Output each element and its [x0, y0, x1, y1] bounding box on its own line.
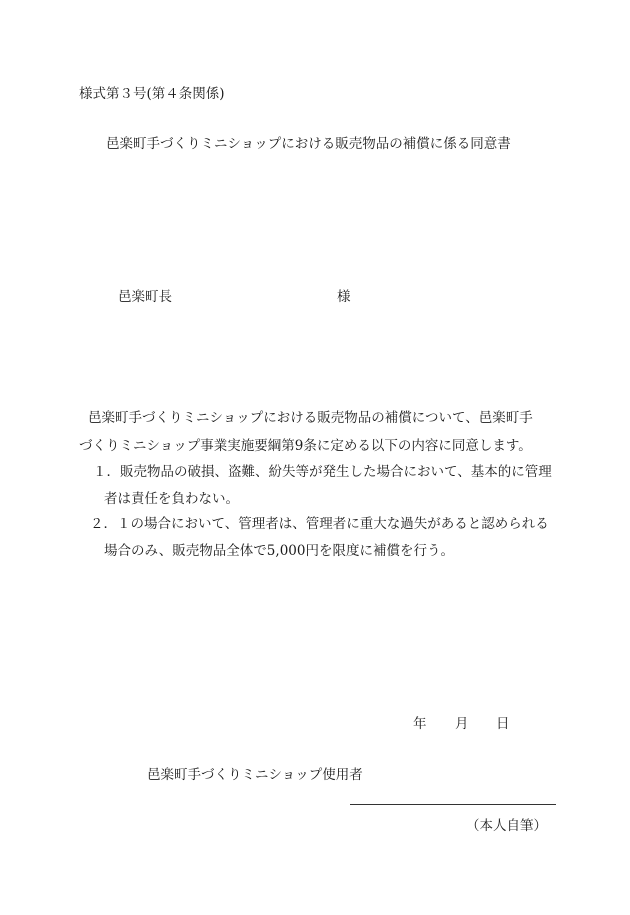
body-text-line-2: づくりミニショップ事業実施要綱第9条に定める以下の内容に同意します。: [79, 438, 532, 454]
form-number: 様式第３号(第４条関係): [79, 86, 225, 102]
signature-line: [350, 804, 556, 805]
self-signature-note: （本人自筆）: [466, 818, 547, 834]
date-day-label: 日: [496, 716, 510, 732]
date-month-label: 月: [455, 716, 469, 732]
consent-item-1-line-1: １．販売物品の破損、盗難、紛失等が発生した場合において、基本的に管理: [93, 464, 552, 480]
body-text-line-1: 邑楽町手づくりミニショップにおける販売物品の補償について、邑楽町手: [88, 410, 533, 426]
consent-item-1-line-2: 者は責任を負わない。: [104, 491, 239, 507]
signatory-label: 邑楽町手づくりミニショップ使用者: [147, 767, 363, 783]
document-title: 邑楽町手づくりミニショップにおける販売物品の補償に係る同意書: [106, 136, 511, 152]
addressee-honorific: 様: [337, 289, 351, 305]
consent-item-2-line-1: ２．１の場合において、管理者は、管理者に重大な過失があると認められる: [90, 516, 549, 532]
date-year-label: 年: [413, 716, 427, 732]
addressee-name: 邑楽町長: [118, 289, 172, 305]
consent-item-2-line-2: 場合のみ、販売物品全体で5,000円を限度に補償を行う。: [104, 543, 454, 559]
